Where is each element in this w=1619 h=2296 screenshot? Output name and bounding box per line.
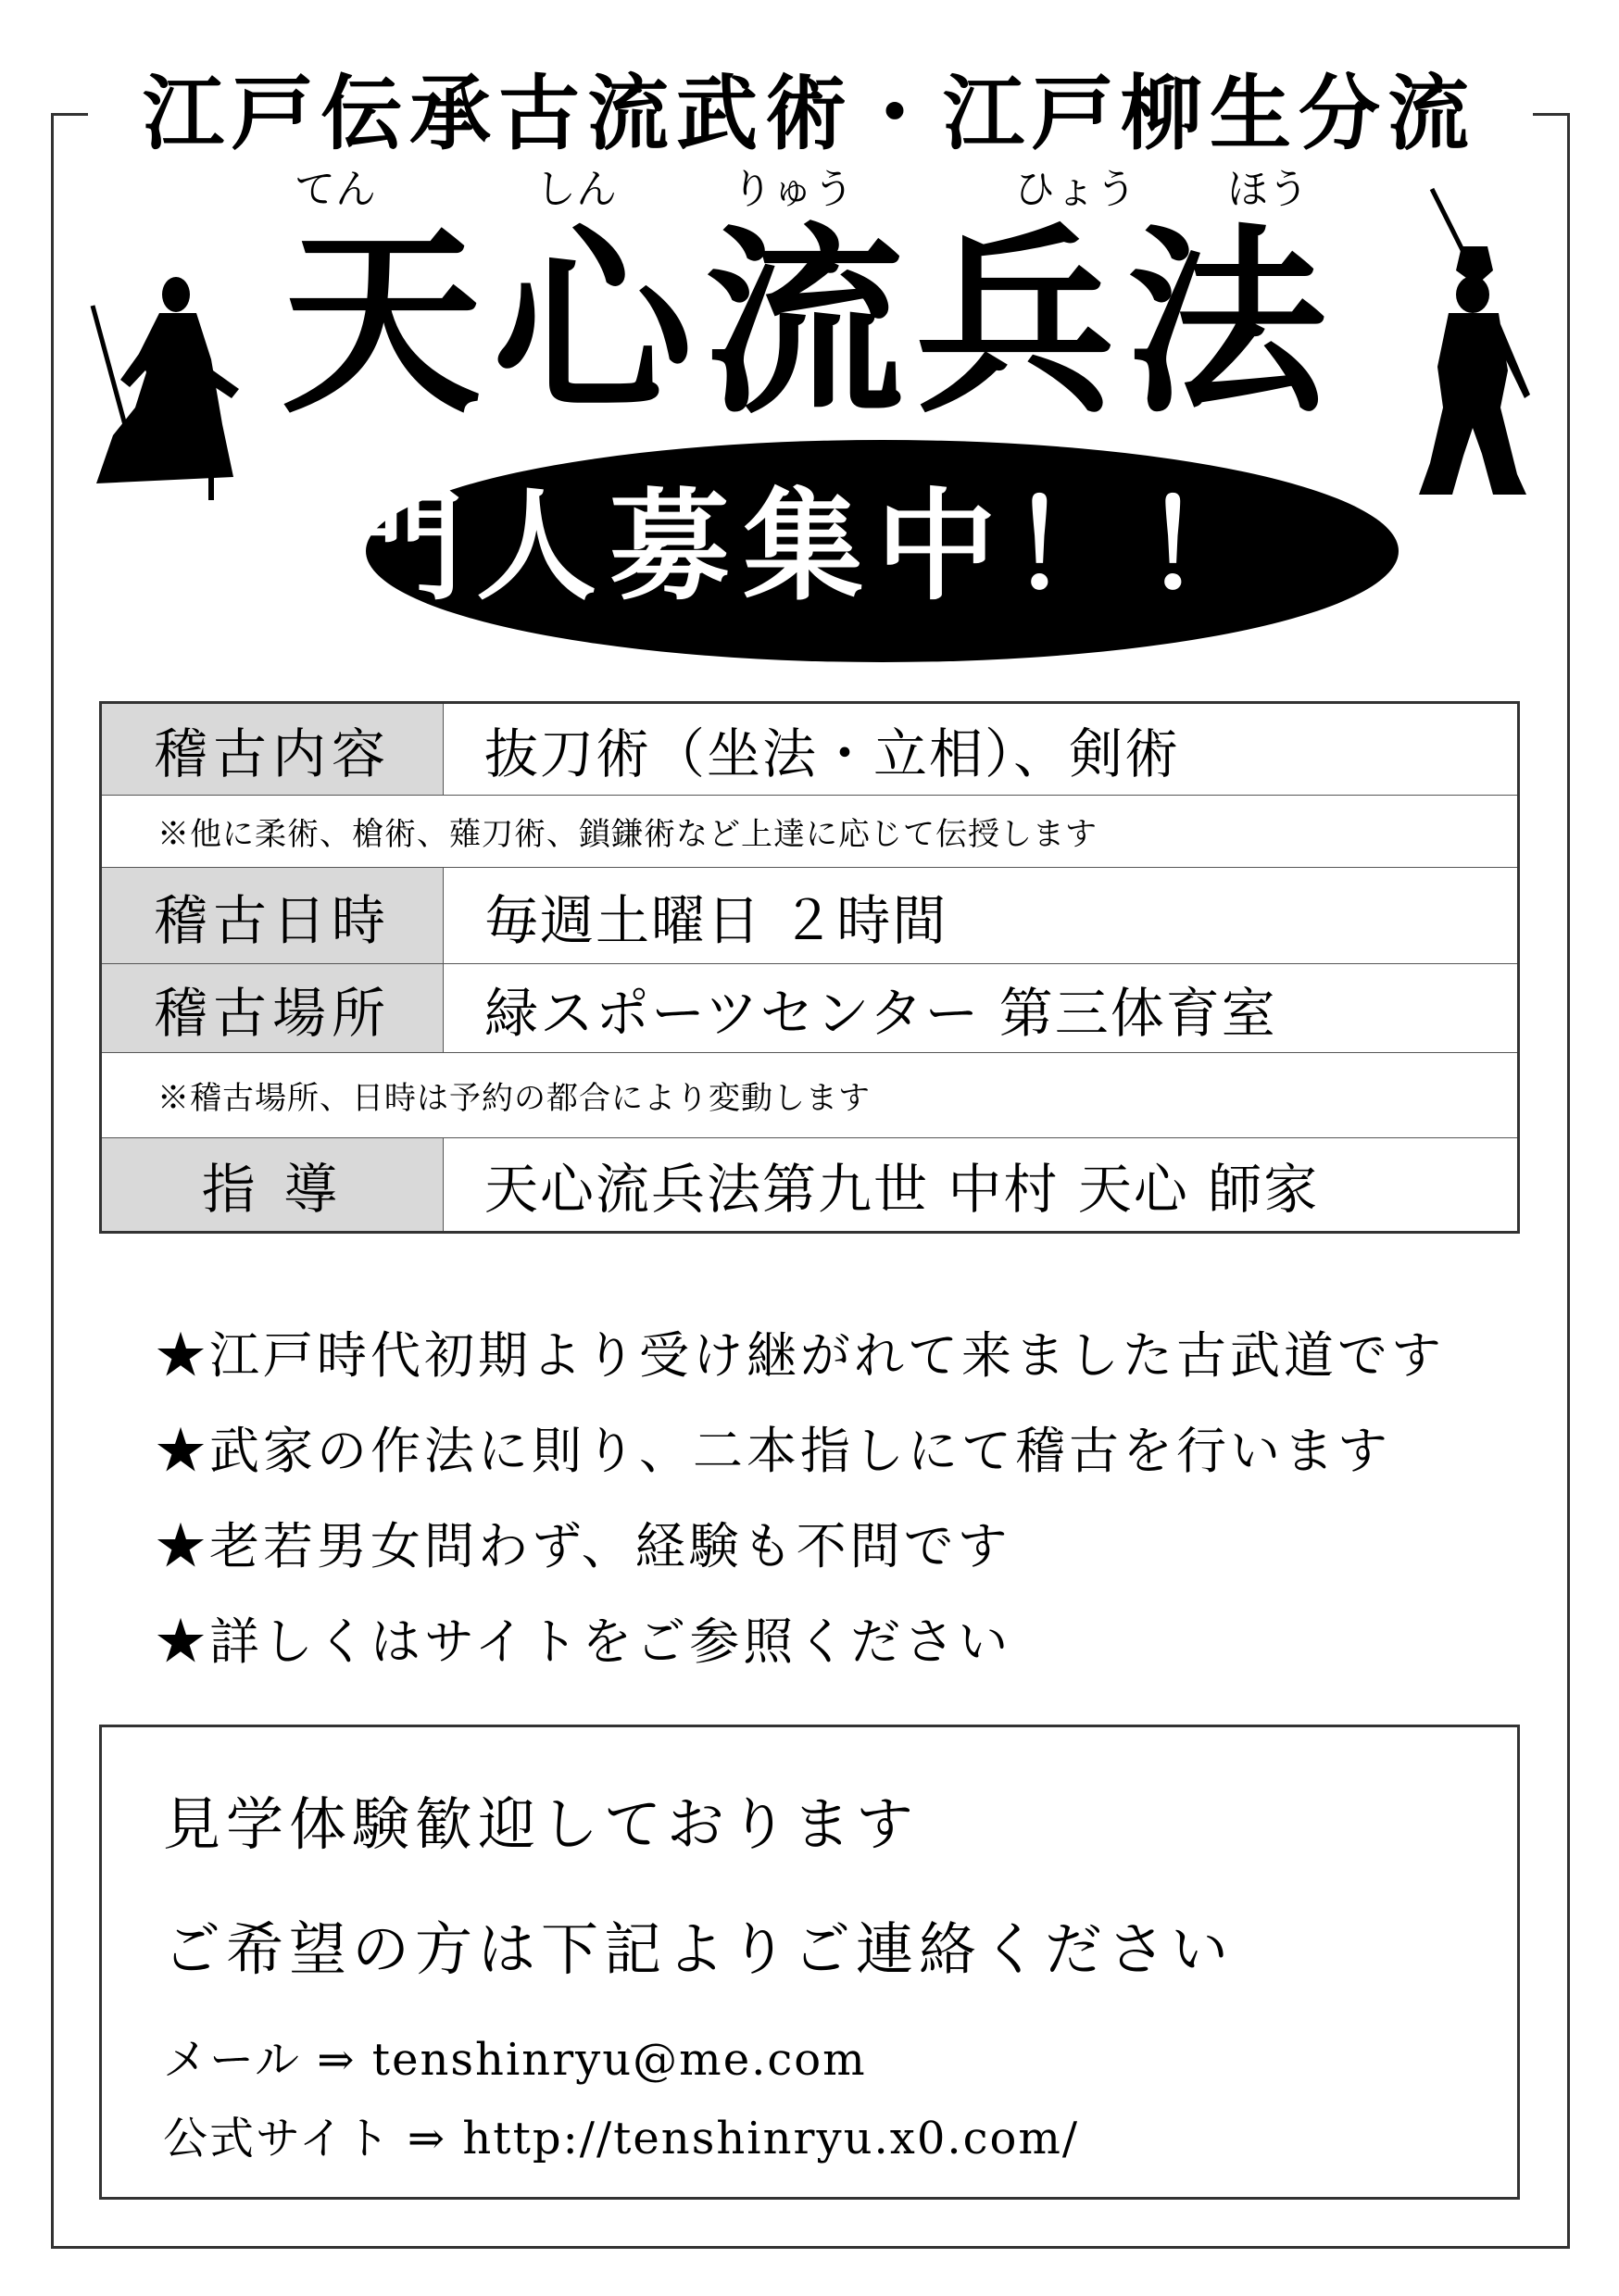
recruit-banner-text: 門人募集中！！ bbox=[342, 475, 1276, 617]
label-practice-content: 稽古内容 bbox=[101, 703, 444, 796]
feature-points-list bbox=[156, 1308, 1445, 1689]
table-row-content bbox=[101, 703, 1519, 796]
furigana-ten: てん bbox=[295, 166, 376, 213]
table-row-note-schedule bbox=[101, 1053, 1519, 1138]
value-practice-content: 抜刀術（坐法・立相）、剣術 bbox=[444, 703, 1519, 796]
value-instructor: 天心流兵法第九世 中村 天心 師家 bbox=[444, 1138, 1519, 1233]
email-link[interactable]: tenshinryu@me.com bbox=[371, 2034, 867, 2086]
label-practice-schedule: 稽古日時 bbox=[101, 868, 444, 964]
table-row-instructor bbox=[101, 1138, 1519, 1233]
practice-info-table bbox=[99, 701, 1520, 1234]
furigana-ryu: りゅう bbox=[732, 166, 854, 213]
contact-welcome-text: 見学体験歓迎しております bbox=[163, 1790, 920, 1858]
contact-request-text: ご希望の方は下記よりご連絡ください bbox=[163, 1915, 1235, 1983]
furigana-shin: しん bbox=[535, 166, 617, 213]
contact-site-line bbox=[163, 2102, 1079, 2166]
list-item: ★詳しくはサイトをご参照ください bbox=[156, 1612, 1012, 1671]
value-practice-location: 緑スポーツセンター 第三体育室 bbox=[444, 964, 1519, 1053]
email-label: メール ⇒ bbox=[163, 2034, 372, 2086]
note-schedule-change: ※稽古場所、日時は予約の都合により変動します bbox=[101, 1053, 1519, 1138]
furigana-hyo: ひょう bbox=[1014, 166, 1136, 213]
furigana-ho: ほう bbox=[1227, 166, 1309, 213]
contact-box bbox=[99, 1725, 1520, 2200]
site-label: 公式サイト ⇒ bbox=[163, 2113, 463, 2164]
list-item: ★江戸時代初期より受け継がれて来ました古武道です bbox=[156, 1326, 1445, 1385]
value-practice-schedule: 毎週土曜日 ２時間 bbox=[444, 868, 1519, 964]
school-lineage-title: 江戸伝承古流武術・江戸柳生分流 bbox=[142, 65, 1476, 161]
table-row-schedule bbox=[101, 868, 1519, 964]
right-samurai-silhouette bbox=[1408, 185, 1537, 500]
label-instructor: 指 導 bbox=[101, 1138, 444, 1233]
label-practice-location: 稽古場所 bbox=[101, 964, 444, 1053]
site-link[interactable]: http://tenshinryu.x0.com/ bbox=[462, 2113, 1080, 2164]
contact-email-line bbox=[163, 2024, 867, 2088]
main-title: 天心流兵法 bbox=[281, 205, 1337, 440]
list-item: ★老若男女問わず、経験も不問です bbox=[156, 1517, 1011, 1575]
list-item: ★武家の作法に則り、二本指しにて稽古を行います bbox=[156, 1422, 1391, 1480]
note-other-arts: ※他に柔術、槍術、薙刀術、鎖鎌術など上達に応じて伝授します bbox=[101, 796, 1519, 868]
table-row-location bbox=[101, 964, 1519, 1053]
table-row-note-arts bbox=[101, 796, 1519, 868]
